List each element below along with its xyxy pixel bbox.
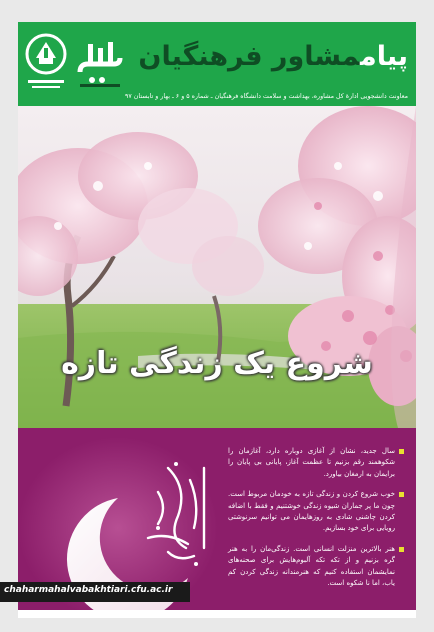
paragraph-text: سال جدید، نشان از آغازی دوباره دارد، آغازمان را شکوهمند رقم بزنیم تا عظمت آغاز، پایانی بی پایان را برایمان به ارمغان بیاورد. bbox=[228, 447, 395, 478]
masthead-part1: پیام bbox=[359, 41, 408, 72]
bullet-square-icon bbox=[399, 547, 404, 552]
masthead-banner bbox=[18, 22, 416, 106]
bullet-square-icon bbox=[399, 492, 404, 497]
university-logo-icon bbox=[24, 32, 68, 96]
masthead-part2: مشاور فرهنگیان bbox=[138, 41, 360, 72]
cover-headline: شروع یک زندگی تازه bbox=[61, 346, 373, 381]
paragraph bbox=[228, 446, 404, 480]
paragraph bbox=[228, 544, 404, 590]
bullet-square-icon bbox=[399, 449, 404, 454]
magazine-cover bbox=[18, 22, 416, 618]
article-body bbox=[228, 446, 404, 598]
issue-subtitle: معاونت دانشجویی ادارهٔ کل مشاوره، بهداشت و سلامت دانشگاه فرهنگیان ـ شماره ۵ و ۶ ـ بهار و تابستان ۹۷ bbox=[125, 93, 408, 100]
calligraphy-greeting bbox=[148, 486, 218, 487]
payam-logo-icon bbox=[74, 36, 126, 92]
cover-photo bbox=[18, 106, 416, 428]
paragraph bbox=[228, 489, 404, 535]
source-url: chaharmahalvabakhtiari.cfu.ac.ir bbox=[4, 585, 173, 595]
paragraph-text: هنر بالاترین منزلت انسانی است. زندگی‌مان را به هنر گره بزنیم و از تکه تکه آلبوم‌هایش برای صحنه‌های نمایشمان استفاده کنیم که هنرمندانه زندگی کردن کم یاب، اما نا شکوه است. bbox=[228, 544, 395, 588]
paragraph-text: خوب شروع کردن و زندگی تازه به خودمان مربوط است. چون ما پر جماران شیوه زندگی خوشتنیم و فقط با اضافه کردن چاشنی شادی به روزهایمان می توانیم سرنوشتی رویایی برای خود بسازیم. bbox=[228, 490, 395, 533]
masthead-title bbox=[138, 40, 408, 74]
source-watermark bbox=[0, 582, 190, 602]
